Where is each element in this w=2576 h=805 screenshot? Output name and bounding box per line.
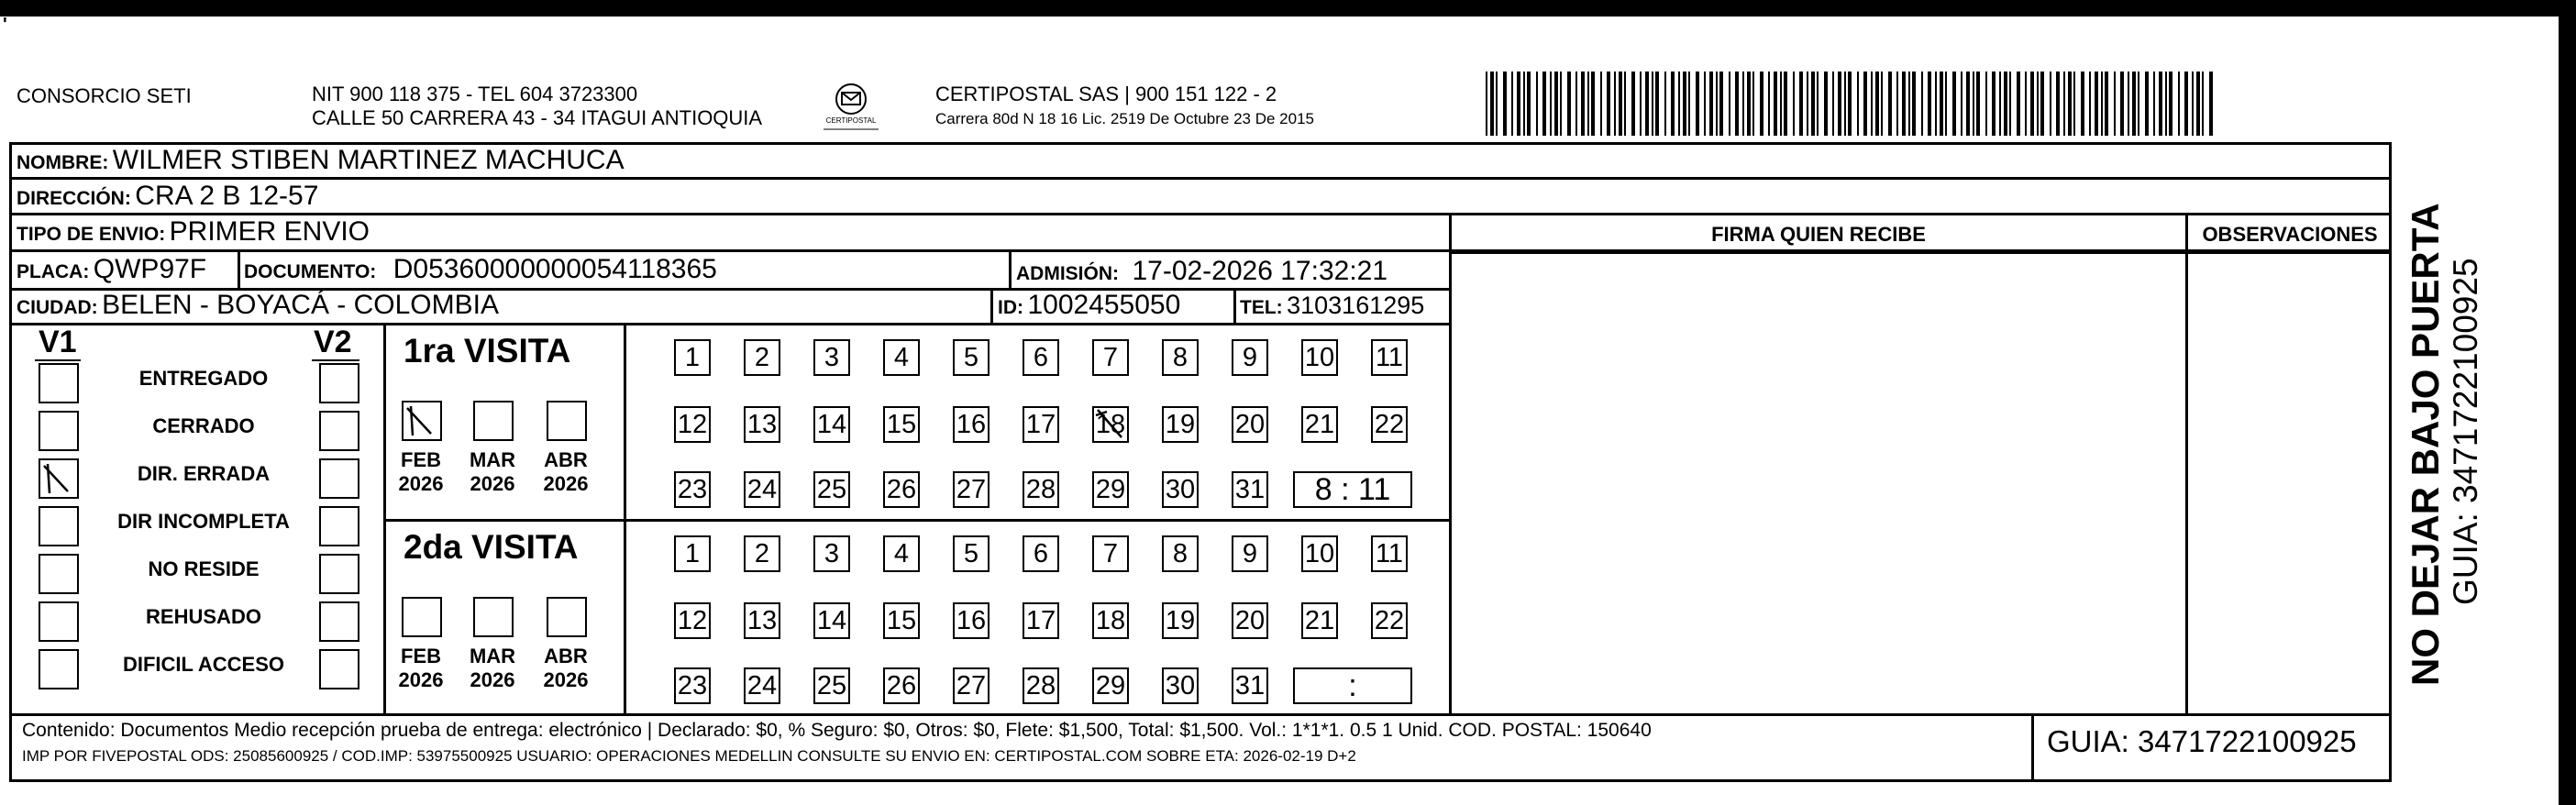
barcode-bar bbox=[1935, 72, 1937, 136]
month-label: ABR bbox=[544, 645, 588, 667]
barcode-bar bbox=[1486, 72, 1487, 136]
status-label: NO RESIDE bbox=[148, 557, 260, 580]
logo-text: CERTIPOSTAL bbox=[825, 116, 877, 125]
side-guia: GUIA: 3471722100925 bbox=[2447, 258, 2484, 605]
barcode-bar bbox=[2178, 72, 2180, 136]
barcode-bar bbox=[1719, 72, 1723, 136]
barcode-bar bbox=[1550, 72, 1552, 136]
direccion-value: CRA 2 B 12-57 bbox=[135, 181, 319, 211]
day-box[interactable]: 1 bbox=[674, 339, 711, 376]
barcode-bar bbox=[2165, 72, 2167, 136]
certipostal-logo bbox=[814, 79, 888, 134]
tipo-label: TIPO DE ENVIO: bbox=[17, 224, 166, 245]
visit-2-title: 2da VISITA bbox=[404, 528, 579, 566]
barcode-bar bbox=[1542, 72, 1546, 136]
barcode-bar bbox=[1999, 72, 2001, 136]
barcode-bar bbox=[1940, 72, 1943, 136]
barcode-bar bbox=[1655, 72, 1659, 136]
day-box[interactable]: 31 bbox=[1232, 667, 1268, 704]
day-box[interactable]: 12 bbox=[674, 602, 711, 639]
barcode-bar bbox=[2196, 72, 2200, 136]
direccion-field bbox=[17, 181, 318, 216]
barcode-bar bbox=[1992, 72, 1996, 136]
time-box[interactable]: : bbox=[1293, 667, 1412, 704]
barcode-bar bbox=[2153, 72, 2155, 136]
day-box[interactable]: 15 bbox=[883, 406, 920, 443]
barcode-bar bbox=[1652, 72, 1653, 136]
day-box[interactable]: 7 bbox=[1092, 339, 1129, 376]
footer-contenido: Contenido: Documentos Medio recepción prueba de entrega: electrónico | Declarado: $0, % Seguro: $0, Otros: $0, Flete: $1,500, Total: $1,500. Vol.: 1*1*1. 0.5 1 Unid. COD. POSTAL: 150640 bbox=[22, 720, 1652, 741]
day-box[interactable]: 12 bbox=[674, 406, 711, 443]
barcode-bar bbox=[1838, 72, 1841, 136]
barcode-bar bbox=[2184, 72, 2188, 136]
barcode-bar bbox=[2089, 72, 2091, 136]
day-box[interactable]: 6 bbox=[1023, 339, 1059, 376]
barcode-bar bbox=[1912, 72, 1916, 136]
day-box[interactable]: 11 bbox=[1371, 535, 1408, 572]
barcode-bar bbox=[2132, 72, 2136, 136]
barcode-bar bbox=[1587, 72, 1589, 136]
barcode-bar bbox=[1921, 72, 1923, 136]
day-box[interactable]: 27 bbox=[953, 471, 989, 508]
ciudad-field bbox=[17, 290, 499, 325]
status-label: CERRADO bbox=[152, 414, 255, 437]
barcode-bar bbox=[1793, 72, 1795, 136]
day-box[interactable]: 30 bbox=[1162, 471, 1199, 508]
barcode-bar bbox=[1908, 72, 1910, 136]
day-box[interactable]: 19 bbox=[1162, 406, 1199, 443]
scan-mark: ' bbox=[3, 15, 7, 35]
month-label: FEB bbox=[401, 448, 441, 471]
nombre-field bbox=[17, 145, 625, 181]
day-box[interactable]: 24 bbox=[744, 667, 780, 704]
col-divider bbox=[1233, 288, 1236, 323]
year-label: 2026 bbox=[470, 472, 515, 495]
day-box[interactable]: 11 bbox=[1371, 339, 1408, 376]
barcode-bar bbox=[1511, 72, 1513, 136]
placa-field bbox=[17, 254, 206, 290]
barcode-bar bbox=[1517, 72, 1520, 136]
year-label: 2026 bbox=[398, 668, 444, 691]
tipo-value: PRIMER ENVIO bbox=[169, 216, 370, 247]
nombre-value: WILMER STIBEN MARTINEZ MACHUCA bbox=[112, 145, 625, 175]
barcode-bar bbox=[1503, 72, 1507, 136]
day-box[interactable]: 9 bbox=[1232, 535, 1268, 572]
day-box[interactable]: 16 bbox=[953, 406, 989, 443]
month-checkbox[interactable] bbox=[473, 597, 514, 637]
barcode-bar bbox=[2209, 72, 2213, 136]
status-label: DIR INCOMPLETA bbox=[117, 510, 290, 533]
barcode-bar bbox=[2095, 72, 2098, 136]
barcode-bar bbox=[1945, 72, 1947, 136]
v2-checkbox[interactable] bbox=[319, 554, 359, 594]
barcode-bar bbox=[1871, 72, 1873, 136]
day-box[interactable]: 6 bbox=[1023, 535, 1059, 572]
barcode-bar bbox=[2169, 72, 2172, 136]
barcode-bar bbox=[1807, 72, 1808, 136]
firma-header: FIRMA QUIEN RECIBE bbox=[1711, 223, 1926, 246]
barcode-bar bbox=[1881, 72, 1883, 136]
day-box[interactable]: 29 bbox=[1092, 667, 1129, 704]
barcode-bar bbox=[1619, 72, 1622, 136]
day-box[interactable]: 21 bbox=[1301, 406, 1338, 443]
v1-checkbox[interactable] bbox=[39, 458, 79, 499]
day-box[interactable]: 26 bbox=[883, 471, 920, 508]
v2-checkbox[interactable] bbox=[319, 458, 359, 499]
month-checkbox[interactable] bbox=[547, 401, 587, 441]
barcode-bar bbox=[2159, 72, 2162, 136]
barcode-bar bbox=[1928, 72, 1931, 136]
day-box[interactable]: 23 bbox=[674, 471, 711, 508]
barcode-bar bbox=[1832, 72, 1834, 136]
v2-checkbox[interactable] bbox=[319, 601, 359, 642]
signature-area[interactable] bbox=[1452, 254, 2183, 711]
row-divider bbox=[9, 713, 2392, 716]
barcode-bar bbox=[1848, 72, 1852, 136]
v1-checkbox[interactable] bbox=[39, 554, 79, 594]
barcode-bar bbox=[1523, 72, 1525, 136]
barcode-bar bbox=[1624, 72, 1626, 136]
barcode-bar bbox=[1973, 72, 1974, 136]
placa-value: QWP97F bbox=[93, 254, 207, 284]
status-label: REHUSADO bbox=[146, 605, 261, 628]
barcode-bar bbox=[1600, 72, 1602, 136]
barcode-bar bbox=[1784, 72, 1787, 136]
visit-1-title: 1ra VISITA bbox=[404, 332, 571, 369]
day-box[interactable]: 24 bbox=[744, 471, 780, 508]
barcode-bar bbox=[2073, 72, 2075, 136]
barcode-bar bbox=[2114, 72, 2116, 136]
day-box[interactable]: 28 bbox=[1023, 471, 1059, 508]
day-box[interactable]: 17 bbox=[1023, 602, 1059, 639]
barcode-bar bbox=[1645, 72, 1649, 136]
day-box[interactable]: 20 bbox=[1232, 406, 1268, 443]
day-box[interactable]: 10 bbox=[1301, 339, 1338, 376]
observations-area[interactable] bbox=[2188, 254, 2389, 711]
day-box[interactable]: 17 bbox=[1023, 406, 1059, 443]
day-box[interactable]: 1 bbox=[674, 535, 711, 572]
placa-label: PLACA: bbox=[17, 261, 90, 282]
month-checkbox[interactable] bbox=[402, 401, 442, 441]
day-box[interactable]: 18 bbox=[1092, 602, 1129, 639]
day-box[interactable]: 18 bbox=[1092, 406, 1129, 443]
day-box[interactable]: 27 bbox=[953, 667, 989, 704]
day-box[interactable]: 4 bbox=[883, 339, 920, 376]
barcode-bar bbox=[2202, 72, 2204, 136]
barcode-bar bbox=[1760, 72, 1763, 136]
barcode-bar bbox=[1817, 72, 1819, 136]
nombre-label: NOMBRE: bbox=[17, 152, 109, 173]
day-box[interactable]: 13 bbox=[744, 602, 780, 639]
month-checkbox[interactable] bbox=[473, 401, 514, 441]
barcode-bar bbox=[1888, 72, 1892, 136]
company-name: CONSORCIO SETI bbox=[17, 84, 192, 107]
day-box[interactable]: 2 bbox=[744, 339, 780, 376]
v1-checkbox[interactable] bbox=[39, 411, 79, 451]
barcode bbox=[1486, 72, 2215, 136]
ciudad-label: CIUDAD: bbox=[17, 297, 98, 318]
col-divider bbox=[624, 323, 626, 713]
v1-header: V1 bbox=[39, 325, 77, 359]
barcode-bar bbox=[1774, 72, 1777, 136]
barcode-bar bbox=[2040, 72, 2044, 136]
barcode-bar bbox=[1768, 72, 1770, 136]
barcode-bar bbox=[1536, 72, 1538, 136]
day-box[interactable]: 22 bbox=[1371, 602, 1408, 639]
barcode-bar bbox=[2138, 72, 2139, 136]
envelope-icon bbox=[814, 79, 888, 134]
barcode-bar bbox=[2050, 72, 2051, 136]
barcode-bar bbox=[2004, 72, 2007, 136]
barcode-bar bbox=[1844, 72, 1846, 136]
barcode-bar bbox=[1709, 72, 1713, 136]
v2-checkbox[interactable] bbox=[319, 363, 359, 403]
day-box[interactable]: 20 bbox=[1232, 602, 1268, 639]
barcode-bar bbox=[1747, 72, 1751, 136]
day-box[interactable]: 25 bbox=[813, 667, 850, 704]
col-divider bbox=[1009, 249, 1012, 288]
barcode-bar bbox=[1560, 72, 1562, 136]
month-label: MAR bbox=[469, 645, 516, 667]
barcode-bar bbox=[2192, 72, 2194, 136]
documento-value: D05360000000054118365 bbox=[392, 254, 717, 284]
v2-checkbox[interactable] bbox=[319, 649, 359, 689]
barcode-bar bbox=[1857, 72, 1859, 136]
ciudad-value: BELEN - BOYACÁ - COLOMBIA bbox=[102, 290, 499, 320]
barcode-bar bbox=[1799, 72, 1803, 136]
v1-checkbox[interactable] bbox=[39, 601, 79, 642]
barcode-bar bbox=[2037, 72, 2039, 136]
barcode-bar bbox=[2017, 72, 2020, 136]
day-box[interactable]: 23 bbox=[674, 667, 711, 704]
v1-checkbox[interactable] bbox=[39, 649, 79, 689]
barcode-bar bbox=[2145, 72, 2149, 136]
day-box[interactable]: 16 bbox=[953, 602, 989, 639]
barcode-bar bbox=[1671, 72, 1675, 136]
day-box[interactable]: 29 bbox=[1092, 471, 1129, 508]
barcode-bar bbox=[1752, 72, 1754, 136]
barcode-bar bbox=[1567, 72, 1571, 136]
barcode-bar bbox=[1716, 72, 1718, 136]
barcode-bar bbox=[1591, 72, 1595, 136]
barcode-bar bbox=[1683, 72, 1686, 136]
day-box[interactable]: 8 bbox=[1162, 535, 1199, 572]
day-box[interactable]: 15 bbox=[883, 602, 920, 639]
license-line: Carrera 80d N 18 16 Lic. 2519 De Octubre 23 De 2015 bbox=[935, 110, 1314, 127]
v2-checkbox[interactable] bbox=[319, 506, 359, 546]
barcode-bar bbox=[2081, 72, 2084, 136]
barcode-bar bbox=[2030, 72, 2034, 136]
col-divider bbox=[2031, 713, 2034, 782]
day-box[interactable]: 30 bbox=[1162, 667, 1199, 704]
barcode-bar bbox=[2025, 72, 2027, 136]
direccion-label: DIRECCIÓN: bbox=[17, 188, 131, 209]
day-box[interactable]: 21 bbox=[1301, 602, 1338, 639]
v2-checkbox[interactable] bbox=[319, 411, 359, 451]
day-box[interactable]: 19 bbox=[1162, 602, 1199, 639]
barcode-bar bbox=[1496, 72, 1498, 136]
check-mark-icon bbox=[1092, 406, 1129, 443]
scan-top-border bbox=[0, 0, 2576, 17]
day-box[interactable]: 31 bbox=[1232, 471, 1268, 508]
time-box[interactable]: 8 : 11 bbox=[1293, 471, 1412, 508]
barcode-bar bbox=[1735, 72, 1739, 136]
day-box[interactable]: 26 bbox=[883, 667, 920, 704]
day-box[interactable]: 22 bbox=[1371, 406, 1408, 443]
v1-checkbox[interactable] bbox=[39, 363, 79, 403]
day-box[interactable]: 5 bbox=[953, 339, 989, 376]
tel-label: TEL: bbox=[1240, 297, 1283, 318]
barcode-bar bbox=[1742, 72, 1744, 136]
admision-field bbox=[1016, 256, 1388, 292]
barcode-bar bbox=[1614, 72, 1616, 136]
col-divider bbox=[990, 288, 993, 323]
tel-value: 3103161295 bbox=[1287, 292, 1425, 319]
barcode-bar bbox=[2120, 72, 2124, 136]
year-label: 2026 bbox=[543, 668, 589, 691]
v2-underline bbox=[312, 359, 359, 361]
day-box[interactable]: 14 bbox=[813, 602, 850, 639]
barcode-bar bbox=[1490, 72, 1494, 136]
day-box[interactable]: 25 bbox=[813, 471, 850, 508]
day-box[interactable]: 10 bbox=[1301, 535, 1338, 572]
month-checkbox[interactable] bbox=[402, 597, 442, 637]
row-divider bbox=[9, 213, 2392, 215]
scan-right-border bbox=[2559, 0, 2576, 805]
day-box[interactable]: 13 bbox=[744, 406, 780, 443]
id-field bbox=[998, 290, 1180, 325]
barcode-bar bbox=[1824, 72, 1828, 136]
month-label: MAR bbox=[469, 448, 516, 471]
documento-field bbox=[244, 254, 717, 290]
day-box[interactable]: 4 bbox=[883, 535, 920, 572]
v1-checkbox[interactable] bbox=[39, 506, 79, 546]
col-divider bbox=[383, 323, 386, 713]
barcode-graphic bbox=[1486, 72, 2215, 136]
barcode-bar bbox=[1952, 72, 1956, 136]
barcode-bar bbox=[1696, 72, 1699, 136]
status-label: DIR. ERRADA bbox=[137, 462, 271, 485]
barcode-bar bbox=[1961, 72, 1962, 136]
admision-value: 17-02-2026 17:32:21 bbox=[1132, 256, 1388, 286]
observaciones-header: OBSERVACIONES bbox=[2202, 223, 2378, 246]
barcode-bar bbox=[1729, 72, 1730, 136]
barcode-bar bbox=[2105, 72, 2108, 136]
v2-header: V2 bbox=[314, 325, 352, 359]
day-box[interactable]: 5 bbox=[953, 535, 989, 572]
id-value: 1002455050 bbox=[1027, 290, 1181, 320]
barcode-bar bbox=[1976, 72, 1980, 136]
day-box[interactable]: 7 bbox=[1092, 535, 1129, 572]
footer-guia: GUIA: 3471722100925 bbox=[2047, 724, 2357, 758]
barcode-bar bbox=[1527, 72, 1531, 136]
day-box[interactable]: 3 bbox=[813, 535, 850, 572]
day-box[interactable]: 14 bbox=[813, 406, 850, 443]
no-dejar-label: NO DEJAR BAJO PUERTA bbox=[2404, 203, 2447, 686]
admision-label: ADMISIÓN: bbox=[1016, 263, 1119, 284]
year-label: 2026 bbox=[398, 472, 444, 495]
barcode-bar bbox=[1575, 72, 1577, 136]
barcode-bar bbox=[1780, 72, 1782, 136]
day-box[interactable]: 8 bbox=[1162, 339, 1199, 376]
v1-underline bbox=[35, 359, 81, 361]
barcode-bar bbox=[1811, 72, 1815, 136]
year-label: 2026 bbox=[470, 668, 515, 691]
barcode-bar bbox=[1664, 72, 1666, 136]
barcode-bar bbox=[1688, 72, 1690, 136]
barcode-bar bbox=[2068, 72, 2072, 136]
month-label: FEB bbox=[401, 645, 441, 667]
day-box[interactable]: 2 bbox=[744, 535, 780, 572]
barcode-bar bbox=[1966, 72, 1970, 136]
day-box[interactable]: 28 bbox=[1023, 667, 1059, 704]
barcode-bar bbox=[1896, 72, 1898, 136]
check-mark-icon bbox=[40, 460, 73, 497]
status-label: DIFICIL ACCESO bbox=[122, 653, 284, 676]
day-box[interactable]: 3 bbox=[813, 339, 850, 376]
barcode-bar bbox=[2128, 72, 2129, 136]
barcode-bar bbox=[1554, 72, 1558, 136]
barcode-bar bbox=[2056, 72, 2060, 136]
barcode-bar bbox=[1607, 72, 1610, 136]
month-label: ABR bbox=[544, 448, 588, 471]
barcode-bar bbox=[1875, 72, 1879, 136]
tipo-field bbox=[17, 216, 370, 252]
footer-imp: IMP POR FIVEPOSTAL ODS: 25085600925 / COD.IMP: 53975500925 USUARIO: OPERACIONES MEDELLIN CONSULTE SU ENVIO EN: CERTIPOSTAL.COM SOBRE ETA: 2026-02-19 D+2 bbox=[22, 747, 1356, 765]
barcode-bar bbox=[2101, 72, 2103, 136]
barcode-bar bbox=[2063, 72, 2065, 136]
day-box[interactable]: 9 bbox=[1232, 339, 1268, 376]
barcode-bar bbox=[1902, 72, 1906, 136]
barcode-bar bbox=[1863, 72, 1867, 136]
barcode-bar bbox=[1985, 72, 1987, 136]
barcode-bar bbox=[1631, 72, 1635, 136]
month-checkbox[interactable] bbox=[547, 597, 587, 637]
certipostal-line: CERTIPOSTAL SAS | 900 151 122 - 2 bbox=[935, 83, 1277, 105]
visit-divider bbox=[383, 519, 1449, 522]
tel-field bbox=[1240, 290, 1424, 325]
check-mark-icon bbox=[404, 402, 437, 439]
barcode-bar bbox=[2009, 72, 2011, 136]
col-divider bbox=[238, 249, 240, 288]
id-label: ID: bbox=[998, 297, 1023, 318]
year-label: 2026 bbox=[543, 472, 589, 495]
nit-line: NIT 900 118 375 - TEL 604 3723300 bbox=[312, 83, 638, 105]
documento-label: DOCUMENTO: bbox=[244, 261, 377, 282]
barcode-bar bbox=[1678, 72, 1680, 136]
barcode-bar bbox=[1640, 72, 1642, 136]
status-label: ENTREGADO bbox=[138, 367, 269, 390]
address-line: CALLE 50 CARRERA 43 - 34 ITAGUI ANTIOQUIA bbox=[312, 106, 763, 129]
barcode-bar bbox=[1581, 72, 1585, 136]
barcode-bar bbox=[1704, 72, 1706, 136]
